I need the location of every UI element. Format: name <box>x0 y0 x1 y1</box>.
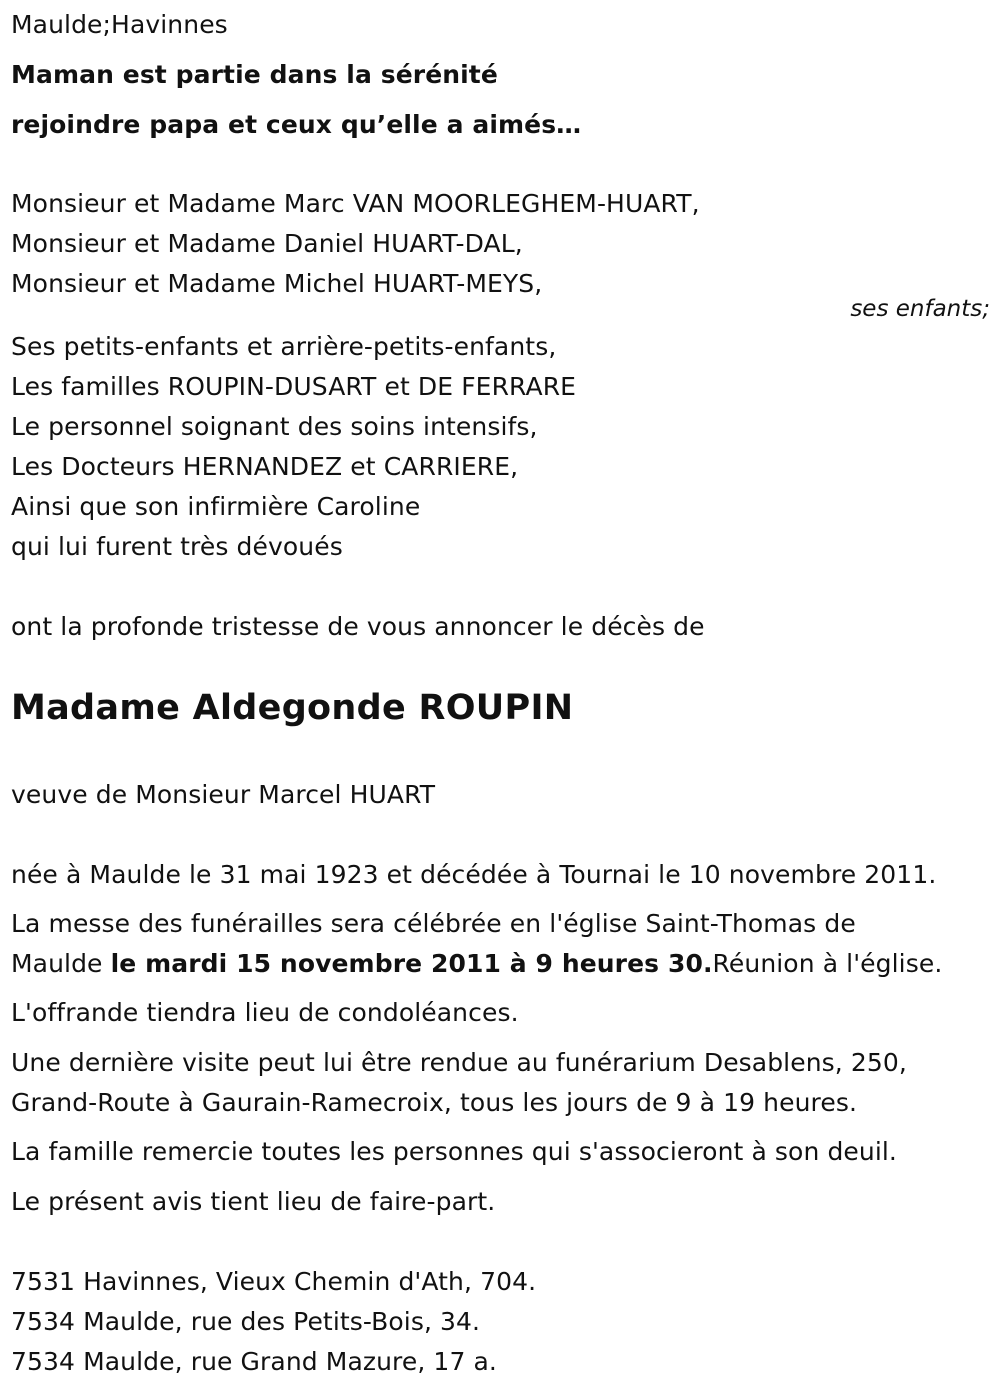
announcement-intro: ont la profonde tristesse de vous annoncer le décès de <box>11 612 705 641</box>
child-line: Monsieur et Madame Marc VAN MOORLEGHEM-HUART, <box>11 189 700 218</box>
mass-date-time: le mardi 15 novembre 2011 à 9 heures 30. <box>110 949 713 978</box>
widow-of: veuve de Monsieur Marcel HUART <box>11 780 436 809</box>
visit-line-1: Une dernière visite peut lui être rendue au funérarium Desablens, 250, <box>11 1048 907 1077</box>
mass-suffix: Réunion à l'église. <box>712 949 943 978</box>
family-line: Ainsi que son infirmière Caroline <box>11 492 421 521</box>
children-signature: ses enfants; <box>850 296 990 322</box>
quote-line-1: Maman est partie dans la sérénité <box>11 60 498 89</box>
mass-line-2 <box>11 948 942 980</box>
address-line: 7531 Havinnes, Vieux Chemin d'Ath, 704. <box>11 1267 537 1296</box>
location-header: Maulde;Havinnes <box>11 10 228 39</box>
mass-prefix: Maulde <box>11 949 111 978</box>
quote-line-2: rejoindre papa et ceux qu’elle a aimés… <box>11 110 582 139</box>
family-line: Ses petits-enfants et arrière-petits-enfants, <box>11 332 557 361</box>
offering-note: L'offrande tiendra lieu de condoléances. <box>11 998 519 1027</box>
mass-line-1: La messe des funérailles sera célébrée en l'église Saint-Thomas de <box>11 909 856 938</box>
child-line: Monsieur et Madame Daniel HUART-DAL, <box>11 229 523 258</box>
thanks-note: La famille remercie toutes les personnes qui s'associeront à son deuil. <box>11 1137 897 1166</box>
address-line: 7534 Maulde, rue Grand Mazure, 17 a. <box>11 1347 497 1376</box>
family-line: Le personnel soignant des soins intensifs, <box>11 412 538 441</box>
birth-death-dates: née à Maulde le 31 mai 1923 et décédée à Tournai le 10 novembre 2011. <box>11 860 937 889</box>
family-line: qui lui furent très dévoués <box>11 532 343 561</box>
family-line: Les Docteurs HERNANDEZ et CARRIERE, <box>11 452 519 481</box>
family-line: Les familles ROUPIN-DUSART et DE FERRARE <box>11 372 577 401</box>
visit-line-2: Grand-Route à Gaurain-Ramecroix, tous les jours de 9 à 19 heures. <box>11 1088 857 1117</box>
deceased-name: Madame Aldegonde ROUPIN <box>11 688 574 728</box>
address-line: 7534 Maulde, rue des Petits-Bois, 34. <box>11 1307 481 1336</box>
child-line: Monsieur et Madame Michel HUART-MEYS, <box>11 269 543 298</box>
faire-part-note: Le présent avis tient lieu de faire-part. <box>11 1187 496 1216</box>
